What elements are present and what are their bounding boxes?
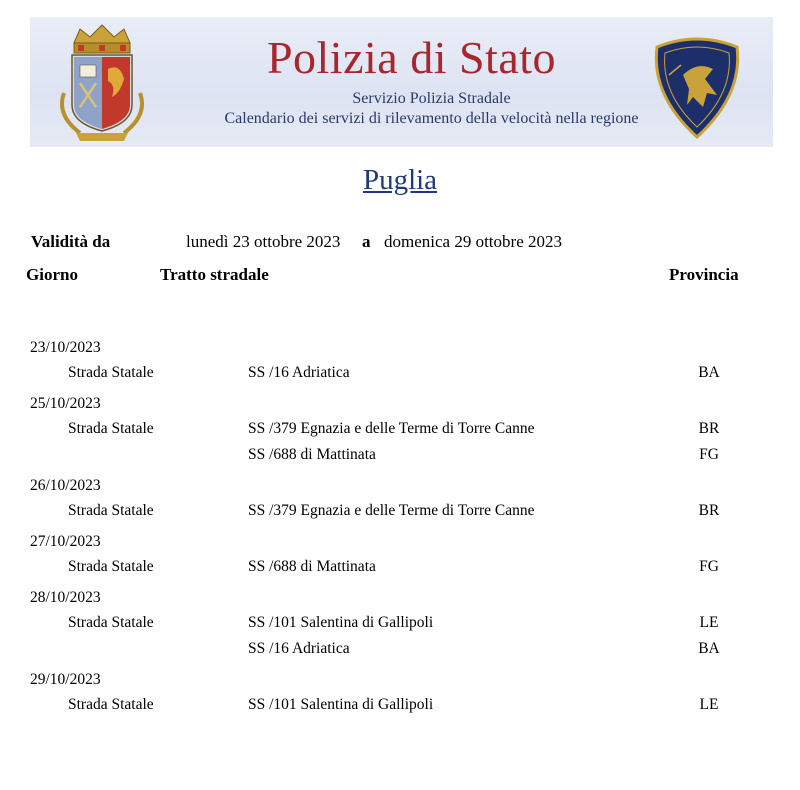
road-section: SS /16 Adriatica [248,364,350,381]
validity-separator: a [362,232,371,251]
road-type: Strada Statale [68,696,154,713]
road-section: SS /16 Adriatica [248,640,350,657]
road-section: SS /101 Salentina di Gallipoli [248,614,434,631]
banner-description: Calendario dei servizi di rilevamento della velocità nella regione [224,110,639,127]
road-section: SS /379 Egnazia e delle Terme di Torre Canne [248,502,535,519]
road-section: SS /101 Salentina di Gallipoli [248,696,434,713]
province-code: LE [699,696,719,713]
entry-date: 26/10/2023 [30,477,101,494]
province-code: BR [698,502,720,519]
road-type: Strada Statale [68,364,154,381]
province-code: FG [699,446,719,463]
province-code: BA [698,364,720,381]
road-section: SS /688 di Mattinata [248,446,376,463]
validity-start-date: lunedì 23 ottobre 2023 [186,232,341,251]
province-code: LE [699,614,719,631]
province-code: FG [699,558,719,575]
column-header-road: Tratto stradale [160,265,269,284]
region-title: Puglia [362,164,438,196]
province-code: BA [698,640,720,657]
polizia-stradale-emblem-icon [647,35,747,139]
validity-label: Validità da [31,232,111,251]
province-code: BR [698,420,720,437]
road-type: Strada Statale [68,614,154,631]
entry-date: 29/10/2023 [30,671,101,688]
banner-title: Polizia di Stato [266,32,557,83]
entry-date: 27/10/2023 [30,533,101,550]
road-type: Strada Statale [68,502,154,519]
validity-end-date: domenica 29 ottobre 2023 [384,232,562,251]
header-banner [30,17,773,147]
banner-subtitle: Servizio Polizia Stradale [352,90,511,107]
entry-date: 28/10/2023 [30,589,101,606]
entry-date: 25/10/2023 [30,395,101,412]
road-section: SS /379 Egnazia e delle Terme di Torre Canne [248,420,535,437]
road-type: Strada Statale [68,420,154,437]
column-header-province: Provincia [669,265,739,284]
entry-date: 23/10/2023 [30,339,101,356]
column-header-day: Giorno [26,265,78,284]
road-section: SS /688 di Mattinata [248,558,376,575]
road-type: Strada Statale [68,558,154,575]
